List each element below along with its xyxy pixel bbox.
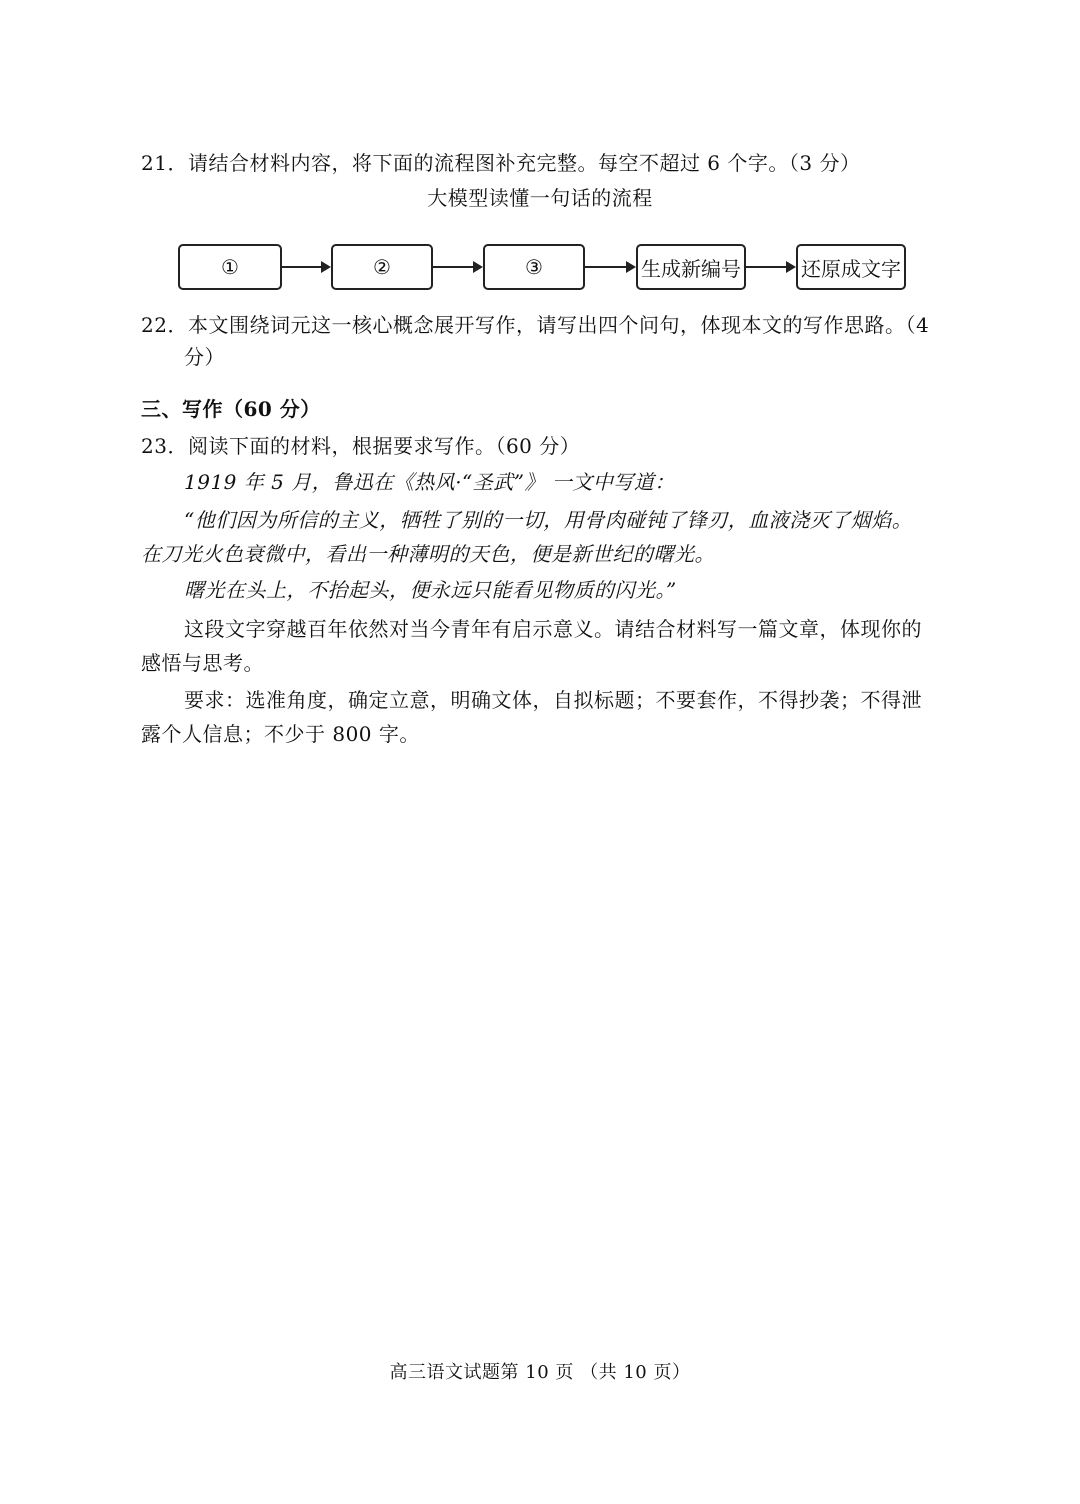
material-line-2: “他们因为所信的主义，牺牲了别的一切，用骨肉碰钝了锋刃，血液浇灭了烟焰。 [184,508,913,532]
question-22-line-1: 22．本文围绕词元这一核心概念展开写作，请写出四个问句，体现本文的写作思路。（4 [141,313,930,337]
flow-arrow-4 [746,266,794,268]
flow-arrow-3 [585,266,634,268]
prompt-line-1: 这段文字穿越百年依然对当今青年有启示意义。请结合材料写一篇文章，体现你的 [184,617,922,641]
flow-arrow-2 [433,266,481,268]
question-22-line-2: 分） [184,345,225,369]
flowchart-title: 大模型读懂一句话的流程 [427,186,653,210]
material-line-1: 1919 年 5 月，鲁迅在《热风·“圣武”》 一文中写道： [184,470,675,494]
question-21: 21．请结合材料内容，将下面的流程图补充完整。每空不超过 6 个字。（3 分） [141,151,861,175]
flow-step-4: 生成新编号 [636,244,746,290]
material-line-3: 在刀光火色衰微中，看出一种薄明的天色，便是新世纪的曙光。 [141,542,715,566]
requirement-line-2: 露个人信息；不少于 800 字。 [141,722,420,746]
prompt-line-2: 感悟与思考。 [141,651,264,675]
requirement-line-1: 要求：选准角度，确定立意，明确文体，自拟标题；不要套作，不得抄袭；不得泄 [184,688,922,712]
flowchart [176,244,910,296]
flow-step-3: ③ [483,244,585,290]
material-line-4: 曙光在头上，不抬起头，便永远只能看见物质的闪光。” [184,578,677,602]
flow-step-2: ② [331,244,433,290]
flow-step-5: 还原成文字 [796,244,906,290]
question-23: 23．阅读下面的材料，根据要求写作。（60 分） [141,434,581,458]
page-footer: 高三语文试题第 10 页 （共 10 页） [389,1362,691,1383]
flow-arrow-1 [282,266,329,268]
flow-step-1: ① [178,244,282,290]
section-3-heading: 三、写作（60 分） [141,397,321,421]
